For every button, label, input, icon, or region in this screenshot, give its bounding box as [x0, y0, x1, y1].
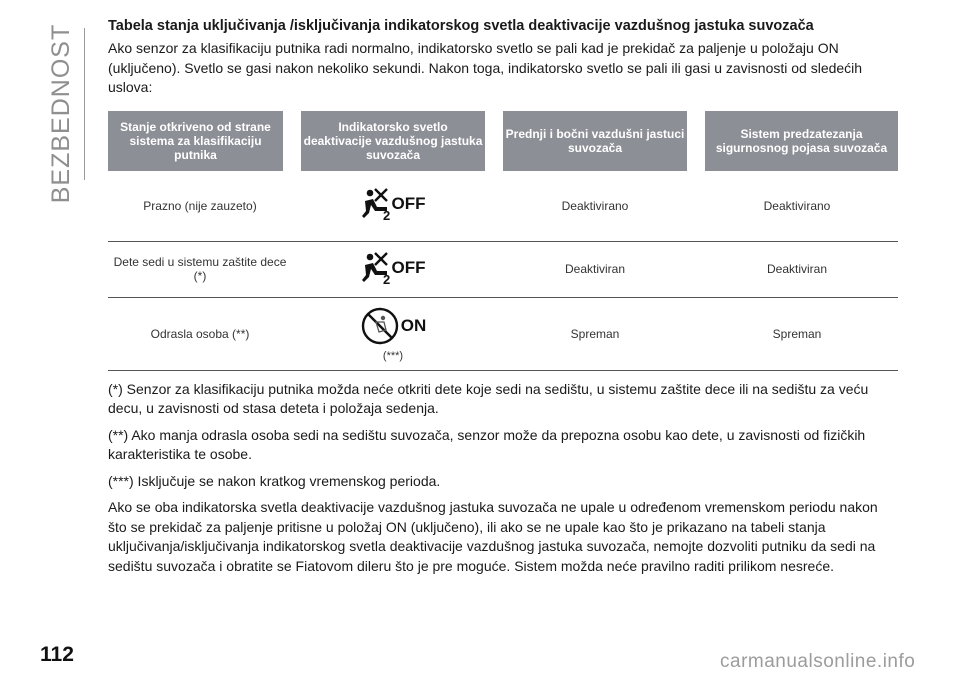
- cell-pretensioner: Deaktiviran: [696, 241, 898, 297]
- section-side-label-text: BEZBEDNOST: [47, 23, 76, 203]
- watermark: carmanualsonline.info: [720, 651, 916, 672]
- cell-condition: Dete sedi u sistemu zaštite dece (*): [108, 241, 292, 297]
- cell-airbags: Deaktiviran: [494, 241, 696, 297]
- side-divider: [84, 28, 85, 180]
- table-row: [108, 241, 898, 297]
- section-side-label: [42, 23, 82, 203]
- cell-condition: Odrasla osoba (**): [108, 297, 292, 370]
- section-title: Tabela stanja uključivanja /isključivanja indikatorskog svetla deaktivacije vazdušnog jastuka suvozača: [108, 18, 814, 34]
- cell-airbags: Spreman: [494, 297, 696, 370]
- footnote-timeout: (***) Isključuje se nakon kratkog vremenskog perioda.: [108, 472, 441, 489]
- svg-text:2: 2: [382, 208, 390, 221]
- table-header-row: [108, 111, 898, 171]
- header-airbags: Prednji i bočni vazdušni jastuci suvozača: [494, 111, 696, 171]
- page-number: 112: [40, 643, 74, 666]
- indicator-status-table: [108, 111, 898, 371]
- indicator-symbol: [361, 251, 426, 285]
- footnote-child: (*) Senzor za klasifikaciju putnika možda neće otkriti dete koje sedi na sedištu, u sistemu zaštite dece ili na sedištu za veću decu, u zavisnosti od stasa deteta i položaja sedenja.: [108, 380, 869, 416]
- cell-pretensioner: Deaktivirano: [696, 171, 898, 242]
- intro-paragraph: Ako senzor za klasifikaciju putnika radi normalno, indikatorsko svetlo se pali kad je prekidač za paljenje u položaju ON (uključeno). Svetlo se gasi nakon nekoliko sekundi. Nakon toga, indikatorsko svetlo se pali ili gasi u zavisnosti od sledećih uslova:: [108, 40, 863, 95]
- cell-condition: Prazno (nije zauzeto): [108, 171, 292, 242]
- airbag-off-icon: [361, 251, 391, 285]
- footnote-adult: (**) Ako manja odrasla osoba sedi na sedištu suvozača, senzor može da prepozna osobu kao dete, u zavisnosti od fizičkih karakteristika te osobe.: [108, 426, 866, 462]
- header-pretensioner: Sistem predzatezanja sigurnosnog pojasa suvozača: [696, 111, 898, 171]
- airbag-off-icon: [361, 187, 391, 221]
- page-content: [108, 17, 898, 583]
- header-condition: Stanje otkriveno od strane sistema za klasifikaciju putnika: [108, 111, 292, 171]
- airbag-on-icon: [360, 306, 400, 346]
- indicator-label: ON: [400, 315, 427, 335]
- indicator-symbol: [361, 187, 426, 221]
- warning-paragraph: Ako se oba indikatorska svetla deaktivacije vazdušnog jastuka suvozača ne upale u određenom vremenskom periodu nakon što se prekidač za paljenje pritisne u položaj ON (uključeno), ili ako se ne upale kao što je prikazano na tabeli stanja uključivanja/isključivanja indikatorskog svetla deaktivacije vazdušnog jastuka suvozača, nemojte dozvoliti putniku da sedi na sedištu suvozača i obratite se Fiatovom dileru što je pre moguće. Sistem možda neće pravilno raditi prilikom nesreće.: [108, 499, 878, 574]
- cell-indicator: [292, 297, 494, 370]
- indicator-label: OFF: [391, 257, 426, 277]
- indicator-symbol: [360, 306, 427, 346]
- svg-text:2: 2: [382, 271, 390, 285]
- cell-indicator: [292, 241, 494, 297]
- cell-pretensioner: Spreman: [696, 297, 898, 370]
- indicator-note: (***): [382, 349, 404, 362]
- footnotes: [108, 380, 898, 577]
- header-indicator: Indikatorsko svetlo deaktivacije vazdušnog jastuka suvozača: [292, 111, 494, 171]
- cell-indicator: [292, 171, 494, 242]
- indicator-label: OFF: [391, 194, 426, 213]
- table-row: [108, 297, 898, 370]
- cell-airbags: Deaktivirano: [494, 171, 696, 242]
- table-row: [108, 171, 898, 242]
